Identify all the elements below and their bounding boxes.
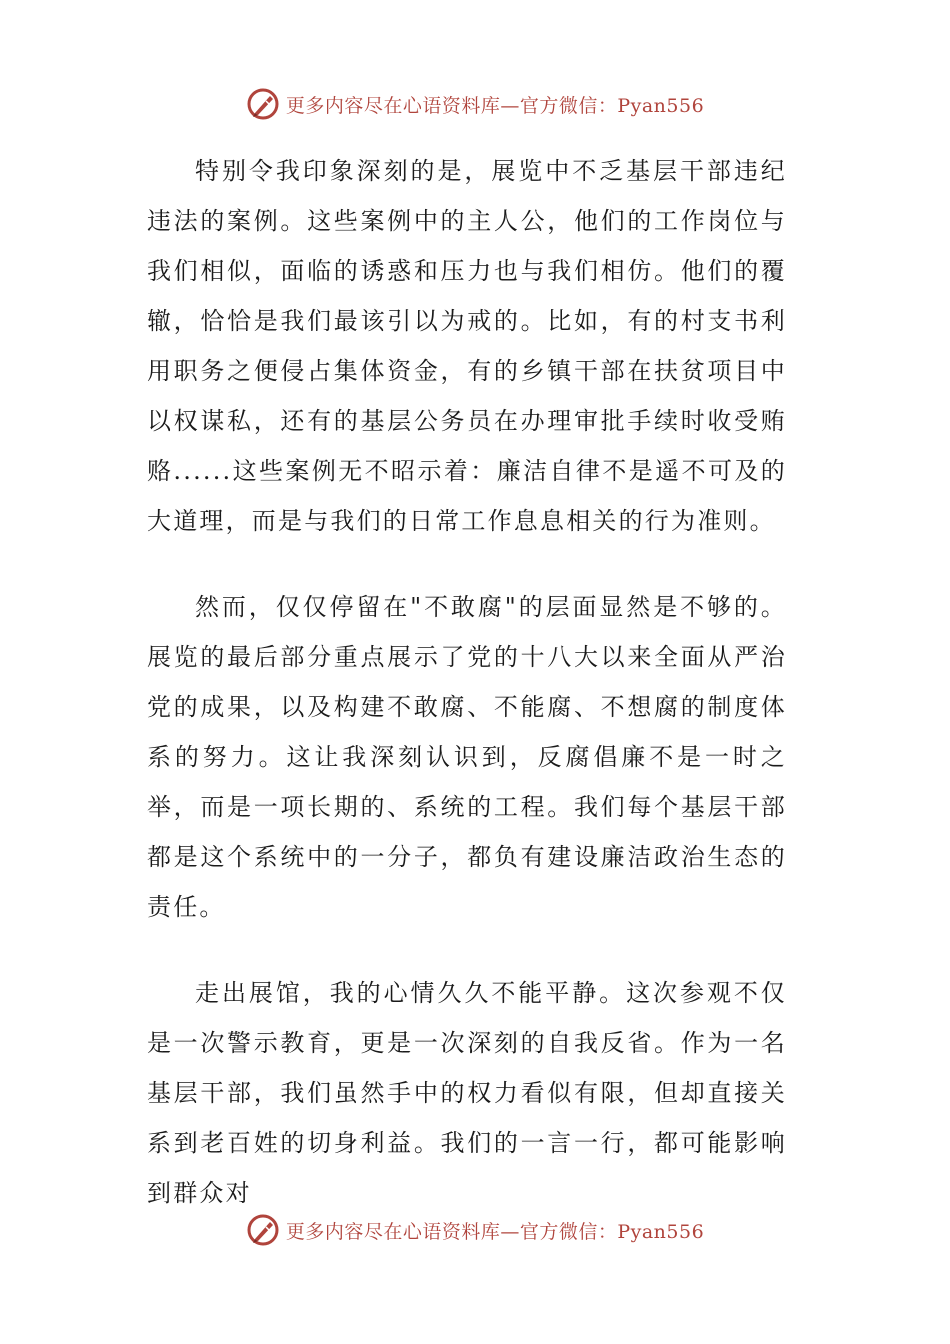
header-banner <box>0 84 950 124</box>
paragraph-1: 特别令我印象深刻的是，展览中不乏基层干部违纪违法的案例。这些案例中的主人公，他们的工作岗位与我们相似，面临的诱惑和压力也与我们相仿。他们的覆辙，恰恰是我们最该引以为戒的。比如，有的村支书利用职务之便侵占集体资金，有的乡镇干部在扶贫项目中以权谋私，还有的基层公务员在办理审批手续时收受贿赂......这些案例无不昭示着：廉洁自律不是遥不可及的大道理，而是与我们的日常工作息息相关的行为准则。 <box>147 157 787 535</box>
paragraph-2: 然而，仅仅停留在"不敢腐"的层面显然是不够的。展览的最后部分重点展示了党的十八大以来全面从严治党的成果，以及构建不敢腐、不能腐、不想腐的制度体系的努力。这让我深刻认识到，反腐倡廉不是一时之举，而是一项长期的、系统的工程。我们每个基层干部都是这个系统中的一分子，都负有建设廉洁政治生态的责任。 <box>147 593 787 921</box>
footer-banner <box>0 1210 950 1250</box>
document-body <box>147 146 787 1254</box>
pen-logo-icon <box>246 1213 280 1247</box>
paragraph-3: 走出展馆，我的心情久久不能平静。这次参观不仅是一次警示教育，更是一次深刻的自我反省。作为一名基层干部，我们虽然手中的权力看似有限，但却直接关系到老百姓的切身利益。我们的一言一行，都可能影响到群众对 <box>147 979 787 1207</box>
header-banner-text: 更多内容尽在心语资料库—官方微信：Pyan556 <box>285 94 705 117</box>
pen-logo-icon <box>246 87 280 121</box>
footer-banner-text: 更多内容尽在心语资料库—官方微信：Pyan556 <box>285 1220 705 1243</box>
